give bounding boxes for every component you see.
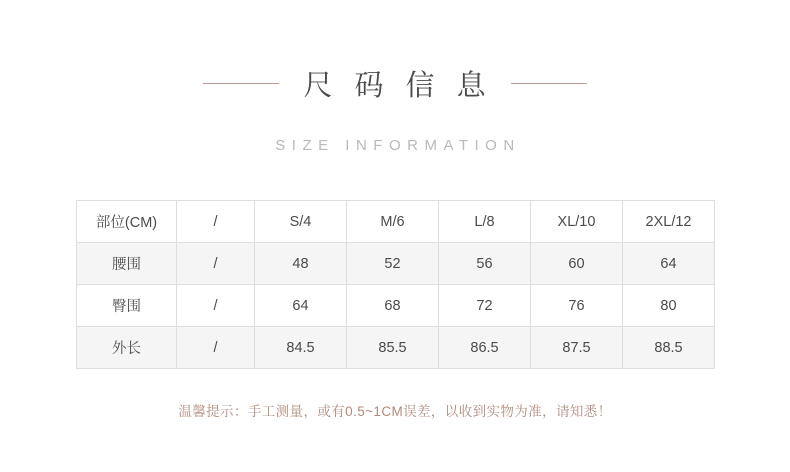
row-label: 腰围 (77, 243, 177, 285)
title-row (0, 44, 790, 124)
table-cell: 84.5 (255, 327, 347, 369)
table-cell: 85.5 (347, 327, 439, 369)
table-header-cell: 2XL/12 (623, 201, 715, 243)
table-cell: 88.5 (623, 327, 715, 369)
page-title: 尺 码 信 息 (303, 70, 493, 103)
table-header-cell: / (177, 201, 255, 243)
table-header-cell: XL/10 (531, 201, 623, 243)
size-table (76, 200, 715, 369)
table-cell: 56 (439, 243, 531, 285)
table-cell: / (177, 327, 255, 369)
table-header-row (77, 201, 715, 243)
table-cell: 68 (347, 285, 439, 327)
table-cell: 64 (255, 285, 347, 327)
table-cell: 60 (531, 243, 623, 285)
title-rule-left (203, 83, 279, 84)
measurement-disclaimer: 温馨提示：手工测量，或有0.5~1CM误差，以收到实物为准，请知悉！ (178, 404, 612, 419)
table-cell: 80 (623, 285, 715, 327)
table-cell: 76 (531, 285, 623, 327)
table-cell: / (177, 285, 255, 327)
row-label: 臀围 (77, 285, 177, 327)
table-row (77, 327, 715, 369)
table-cell: 87.5 (531, 327, 623, 369)
size-table-container (76, 200, 714, 369)
table-cell: / (177, 243, 255, 285)
table-cell: 72 (439, 285, 531, 327)
title-rule-right (511, 83, 587, 84)
table-cell: 64 (623, 243, 715, 285)
row-label: 外长 (77, 327, 177, 369)
table-row (77, 243, 715, 285)
table-cell: 52 (347, 243, 439, 285)
footer-note-container (0, 400, 790, 421)
table-cell: 86.5 (439, 327, 531, 369)
table-row (77, 285, 715, 327)
page-subtitle: SIZE INFORMATION (275, 136, 521, 154)
table-cell: 48 (255, 243, 347, 285)
table-header-cell: L/8 (439, 201, 531, 243)
table-header-cell: M/6 (347, 201, 439, 243)
table-header-cell: S/4 (255, 201, 347, 243)
table-header-cell: 部位(CM) (77, 201, 177, 243)
header (0, 0, 790, 154)
